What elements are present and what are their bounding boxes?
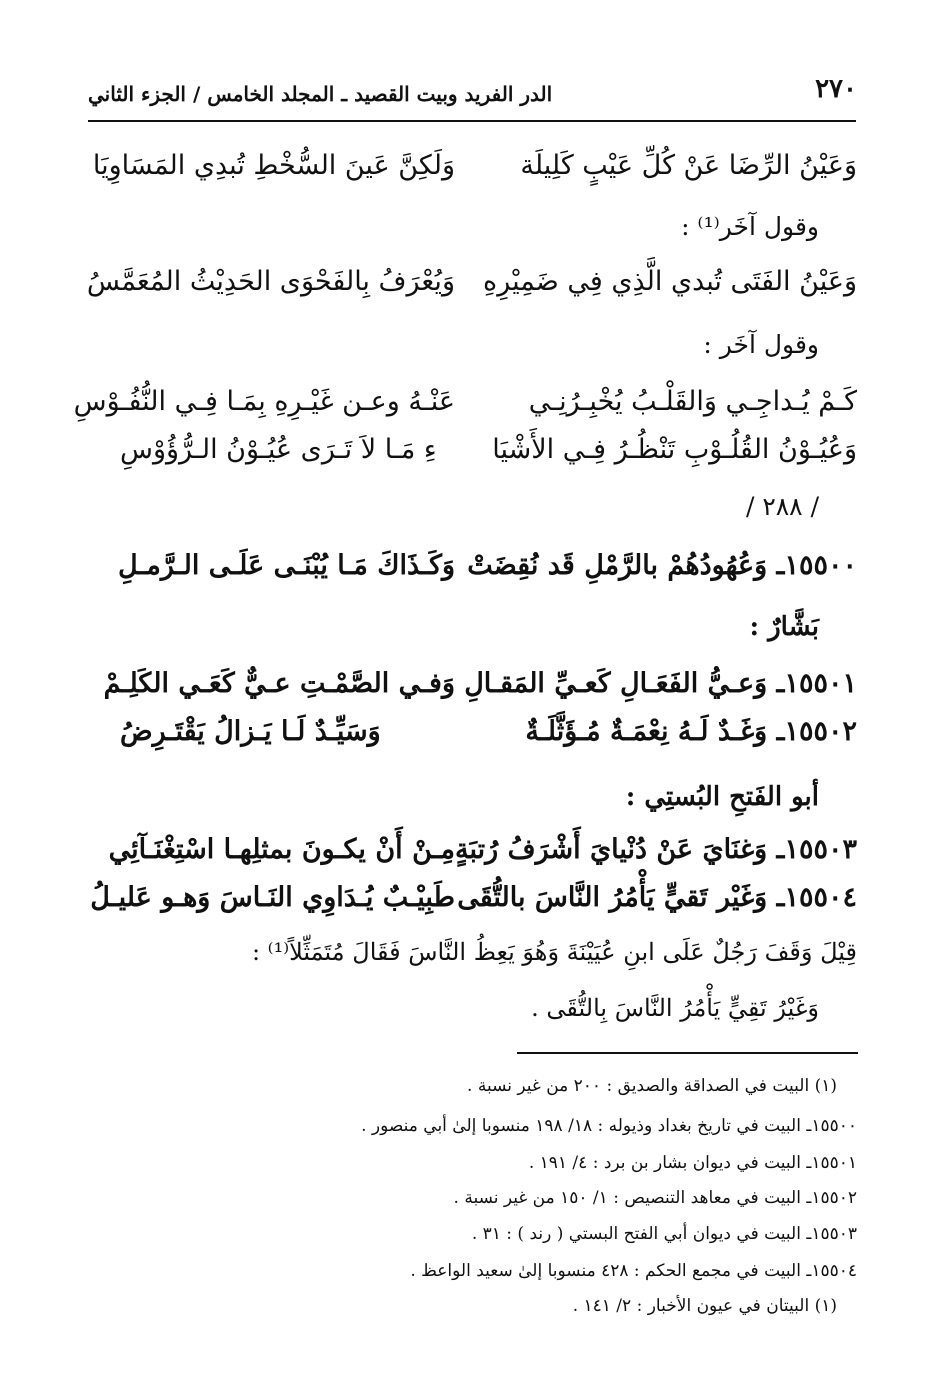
numbered-verse-left: طَبِيْـبٌ يُـدَاوِي النَـاسَ وَهـو عَليـلُ [90,882,455,913]
numbered-verse-left: وَفـي الصَّمْـتِ عـيٌّ كَعَـي الكَلِـمْ [103,668,455,699]
numbered-verse-right: ١٥٥٠٣ـ وَغنَايَ عَنْ دُنْيايَ أَشْرَفُ رُتبَةٍ [455,834,857,865]
numbered-verse-left: وَسَيِّـدٌ لَـا يَـزالُ يَقْتَـرِضُ [120,716,381,747]
verse-left-hemistich: وَلَكِنَّ عَينَ السُّخْطِ تُبدِي المَسَاوِيَا [92,150,455,181]
numbered-verse-left: مِـنْ أَنْ يكـونَ بمثلِهـا اسْتِغْنَـآئِي [108,834,455,865]
verse-intro: وقول آخَر : [703,330,819,359]
verse-intro: وقول آخَر⁽¹⁾ : [681,212,819,241]
verse-right-hemistich: كَـمْ يُـداجِـي وَالقَلْـبُ يُخْبِـرُنِـي [528,386,857,417]
verse-right-hemistich: وَعَيْنُ الرِّضَا عَنْ كُلِّ عَيْبٍ كَلِيلَة [520,150,857,181]
poet-name: بَشَّارٌ : [749,612,819,642]
poet-name: أبو الفَتحِ البُستِي : [625,782,819,812]
footnote: ١٥٥٠٤ـ البيت في مجمع الحكم : ٤٢٨ منسوبا إلىٰ سعيد الواعظ . [410,1261,857,1281]
verse-left-hemistich: وَيُعْرَفُ بِالفَحْوَى الحَدِيْثُ المُعَمَّسُ [86,266,455,297]
numbered-verse-right: ١٥٥٠١ـ وَعـيُّ الفَعَـالِ كَعـيِّ المَقـالِ [464,668,857,699]
prose-line: قِيْلَ وَقَفَ رَجُلٌ عَلَى ابنِ عُيَيْنَةَ وَهُوَ يَعِظُ النَّاسَ فَقَالَ مُتَمَثِّلاً⁽¹⁾ : [251,938,857,966]
footnote: ١٥٥٠٢ـ البيت في معاهد التنصيص : ١/ ١٥٠ من غير نسبة . [453,1188,857,1208]
numbered-verse-left: وَكَـذَاكَ مَـا يُبْنَـى عَلَـى الـرَّمـلِ [118,550,455,581]
numbered-verse-right: ١٥٥٠٤ـ وَغَيْر تَقيٍّ يَأْمُرُ النَّاسَ بالتُّقَى [457,882,857,913]
footnote: ١٥٥٠٣ـ البيت في ديوان أبي الفتح البستي ( رند ) : ٣١ . [471,1224,857,1244]
verse-left-hemistich: عَنْـهُ وعـن غَيْـرِهِ بِمَـا فِـي النُّفُـوْسِ [73,386,455,417]
numbered-verse-right: ١٥٥٠٢ـ وَغَـدٌ لَـهُ نِعْمَـةٌ مُـؤَثَّلَـةٌ [525,716,857,747]
running-title: الدر الفريد وبيت القصيد ـ المجلد الخامس / الجزء الثاني [88,82,553,106]
prose-line: وَغَيْرُ تَقِيٍّ يَأْمُرُ النَّاسَ بِالتُّقَى . [531,994,819,1022]
footnote: ١٥٥٠٠ـ البيت في تاريخ بغداد وذيوله : ١٨/ ١٩٨ منسوبا إلىٰ أبي منصور . [361,1116,857,1136]
verse-left-hemistich: ءِ مَـا لاَ تَـرَى عُيُـوْنُ الـرُّؤُوْسِ [120,434,437,465]
footnote-divider [517,1052,858,1054]
verse-right-hemistich: وَعَيْنُ الفَتَى تُبدي الَّذِي فِي ضَمِيْرِهِ [483,266,857,297]
page-number: ٢٧٠ [815,74,857,104]
footnote: (١) البيت في الصداقة والصديق : ٢٠٠ من غير نسبة . [467,1076,837,1096]
header-divider [88,120,856,122]
footnote: (١) البيتان في عيون الأخبار : ٢/ ١٤١ . [572,1296,837,1316]
footnote: ١٥٥٠١ـ البيت في ديوان بشار بن برد : ٤/ ١٩١ . [528,1153,857,1173]
verse-right-hemistich: وَعُيُـوْنُ القُلُـوْبِ تَنْظُـرُ فِـي الأَشْيَا [492,434,857,465]
original-page-marker: / ٢٨٨ / [745,492,819,521]
numbered-verse-right: ١٥٥٠٠ـ وَعُهُودُهُمْ بالرَّمْلِ قَد نُقِضَتْ [467,550,857,581]
